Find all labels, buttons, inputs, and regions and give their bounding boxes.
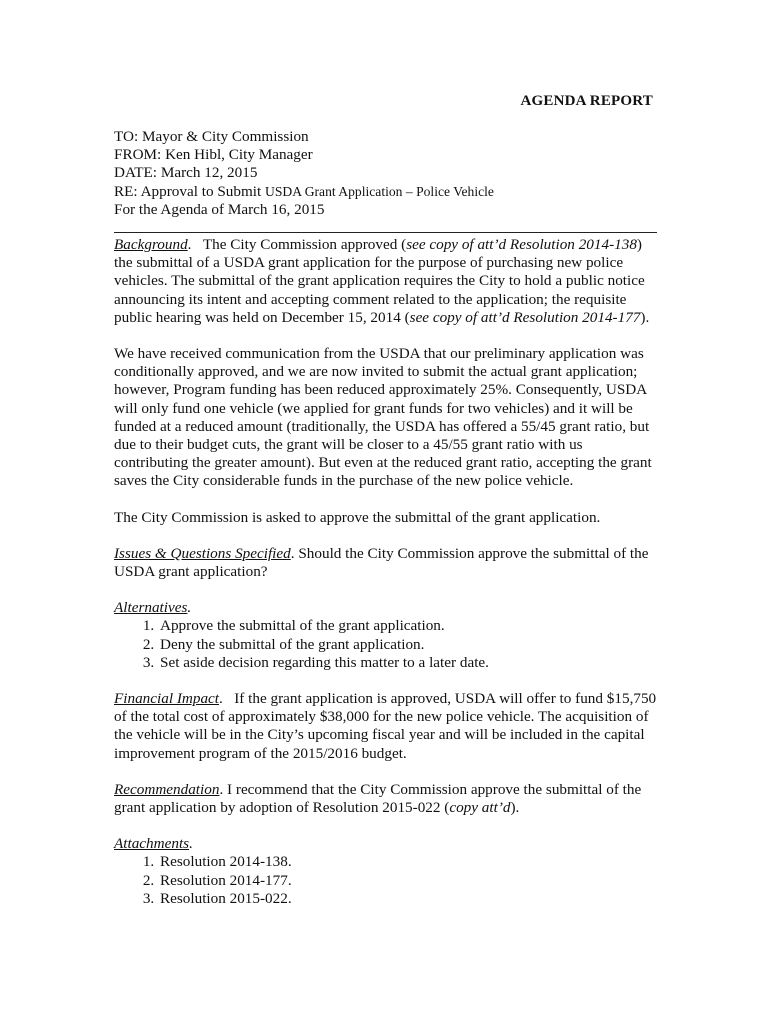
list-item: 3. Set aside decision regarding this matter to a later date. [158, 654, 660, 672]
list-item: 2. Resolution 2014-177. [158, 872, 660, 890]
financial-impact-text: If the grant application is approved, USDA will offer to fund $15,750 of the total cost of approximately $38,000 for the new police vehicle. The acquisition of the vehicle will be in the City’s upcoming fiscal year and will be included in the capital improvement program of the 2015/2016 budget. [114, 690, 657, 762]
attachments-label: Attachments [114, 835, 190, 853]
alternatives-list [114, 617, 660, 672]
memo-from: FROM: Ken Hibl, City Manager [114, 146, 313, 164]
header-divider [114, 232, 657, 233]
recommendation-ref: copy att’d [449, 799, 511, 817]
background-text-a: The City Commission approved ( [202, 236, 407, 253]
report-title: AGENDA REPORT [520, 93, 653, 109]
recommendation-text-a: I recommend that the City Commission approve the submittal of the grant application by adoption of Resolution 2015-022 ( [114, 780, 642, 817]
attachments-section: Attachments. 1. Resolution 2014-138. 2. Resolution 2014-177. 3. Resolution 2015-022. [114, 835, 660, 908]
memo-re-subject: USDA Grant Application – Police Vehicle [265, 183, 494, 199]
memo-header [114, 128, 494, 219]
financial-impact-label: Financial Impact [114, 690, 220, 708]
recommendation-label: Recommendation [114, 780, 220, 798]
memo-to: TO: Mayor & City Commission [114, 128, 309, 145]
issues-label: Issues & Questions Specified [114, 544, 291, 562]
memo-re [114, 183, 494, 201]
background-paragraph: Background. The City Commission approved (see copy of att’d Resolution 2014-138) the submittal of a USDA grant application for the purpose of purchasing new police vehicles. The submittal of the grant application requires the City to hold a public notice announcing its intent and accepting comment related to the application; the requisite public hearing was held on December 15, 2014 (see copy of att’d Resolution 2014-177). [114, 236, 650, 326]
list-item: 1. Approve the submittal of the grant application. [158, 617, 660, 635]
background-text-c: ). [640, 308, 650, 326]
commission-request-paragraph: The City Commission is asked to approve the submittal of the grant application. [114, 508, 601, 526]
alternatives-section: Alternatives. 1. Approve the submittal of the grant application. 2. Deny the submittal of the grant application. 3. Set aside decision regarding this matter to a later date. [114, 599, 660, 672]
recommendation-paragraph: Recommendation. I recommend that the City Commission approve the submittal of the grant application by adoption of Resolution 2015-022 (copy att’d). [114, 780, 642, 817]
memo-agenda-date: For the Agenda of March 16, 2015 [114, 200, 325, 218]
issues-text: Should the City Commission approve the submittal of the USDA grant application? [114, 544, 649, 581]
issues-paragraph: Issues & Questions Specified. Should the City Commission approve the submittal of the USDA grant application? [114, 544, 649, 581]
recommendation-text-b: ). [510, 799, 520, 817]
list-item: 3. Resolution 2015-022. [158, 890, 660, 908]
usda-communication-paragraph: We have received communication from the USDA that our preliminary application was conditionally approved, and we are now invited to submit the actual grant application; however, Program funding has been reduced approximately 25%. Consequently, USDA will only fund one vehicle (we applied for grant funds for two vehicles) and it will be funded at a reduced amount (traditionally, the USDA has offered a 55/45 grant ratio, but due to their budget cuts, the grant will be closer to a 45/55 grant ratio with us contributing the greater amount). But even at the reduced grant ratio, accepting the grant saves the City considerable funds in the purchase of the new police vehicle. [114, 345, 652, 490]
background-text-b: ) the submittal of a USDA grant application for the purpose of purchasing new police vehicles. The submittal of the grant application requires the City to hold a public notice announcing its intent and accepting comment related to the application; the requisite public hearing was held on December 15, 2014 ( [114, 236, 645, 326]
attachments-list [114, 853, 660, 908]
report-body [114, 236, 660, 926]
memo-date: DATE: March 12, 2015 [114, 164, 258, 182]
background-ref-2: see copy of att’d Resolution 2014-177 [409, 308, 641, 326]
background-ref-1: see copy of att’d Resolution 2014-138 [406, 236, 637, 253]
list-item: 1. Resolution 2014-138. [158, 853, 660, 871]
alternatives-label: Alternatives [114, 599, 188, 617]
list-item: 2. Deny the submittal of the grant application. [158, 636, 660, 654]
financial-impact-paragraph: Financial Impact. If the grant application is approved, USDA will offer to fund $15,750 of the total cost of approximately $38,000 for the new police vehicle. The acquisition of the vehicle will be in the City’s upcoming fiscal year and will be included in the capital improvement program of the 2015/2016 budget. [114, 690, 657, 762]
memo-re-prefix: RE: Approval to Submit [114, 182, 266, 200]
background-label: Background [114, 236, 188, 253]
